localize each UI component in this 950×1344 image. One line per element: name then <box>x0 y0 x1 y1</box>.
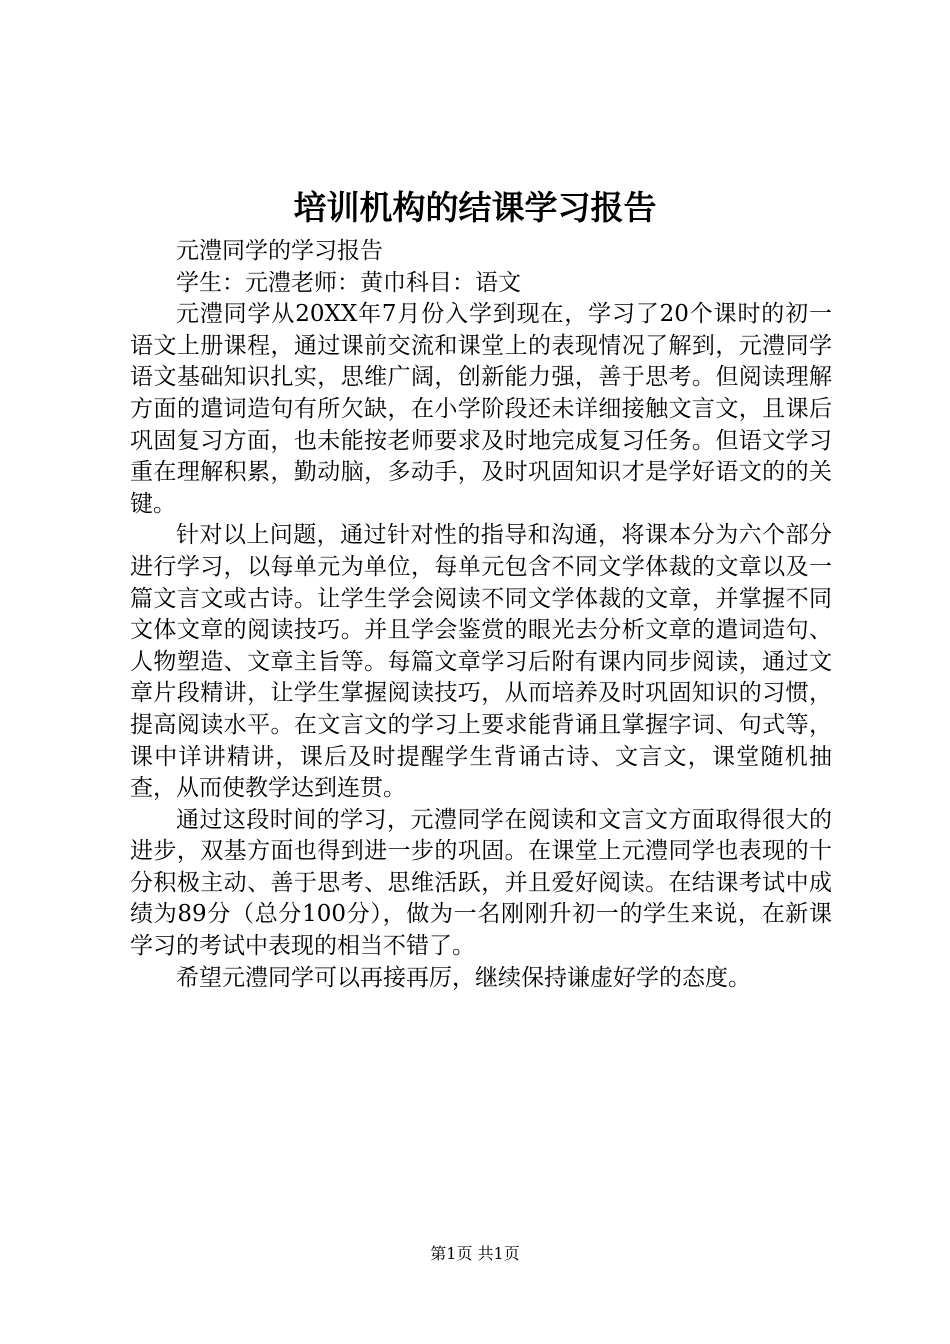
page-number-footer: 第1页 共1页 <box>430 1244 520 1263</box>
document-body <box>130 236 832 994</box>
paragraph-assessment: 元澧同学从20XX年7月份入学到现在，学习了20个课时的初一语文上册课程，通过课前交流和课堂上的表现情况了解到，元澧同学语文基础知识扎实，思维广阔，创新能力强，善于思考。但阅读理解方面的遣词造句有所欠缺，在小学阶段还未详细接触文言文，且课后巩固复习方面，也未能按老师要求及时地完成复习任务。但语文学习重在理解积累，勤动脑，多动手，及时巩固知识才是学好语文的的关键。 <box>130 301 832 517</box>
paragraph-closing: 希望元澧同学可以再接再厉，继续保持谦虚好学的态度。 <box>176 964 751 991</box>
student-info-line: 学生：元澧老师：黄巾科目：语文 <box>176 269 521 296</box>
paragraph-teaching-plan: 针对以上问题，通过针对性的指导和沟通，将课本分为六个部分进行学习，以每单元为单位，每单元包含不同文学体裁的文章以及一篇文言文或古诗。让学生学会阅读不同文学体裁的文章，并掌握不同文体文章的阅读技巧。并且学会鉴赏的眼光去分析文章的遣词造句、人物塑造、文章主旨等。每篇文章学习后附有课内同步阅读，通过文章片段精讲，让学生掌握阅读技巧，从而培养及时巩固知识的习惯，提高阅读水平。在文言文的学习上要求能背诵且掌握字词、句式等，课中详讲精讲，课后及时提醒学生背诵古诗、文言文，课堂随机抽查，从而使教学达到连贯。 <box>130 522 832 802</box>
paragraph-progress: 通过这段时间的学习，元澧同学在阅读和文言文方面取得很大的进步，双基方面也得到进一步的巩固。在课堂上元澧同学也表现的十分积极主动、善于思考、思维活跃，并且爱好阅读。在结课考试中成绩为89分（总分100分），做为一名刚刚升初一的学生来说，在新课学习的考试中表现的相当不错了。 <box>130 806 832 960</box>
report-heading-line: 元澧同学的学习报告 <box>176 238 383 264</box>
document-title: 培训机构的结课学习报告 <box>293 188 657 227</box>
